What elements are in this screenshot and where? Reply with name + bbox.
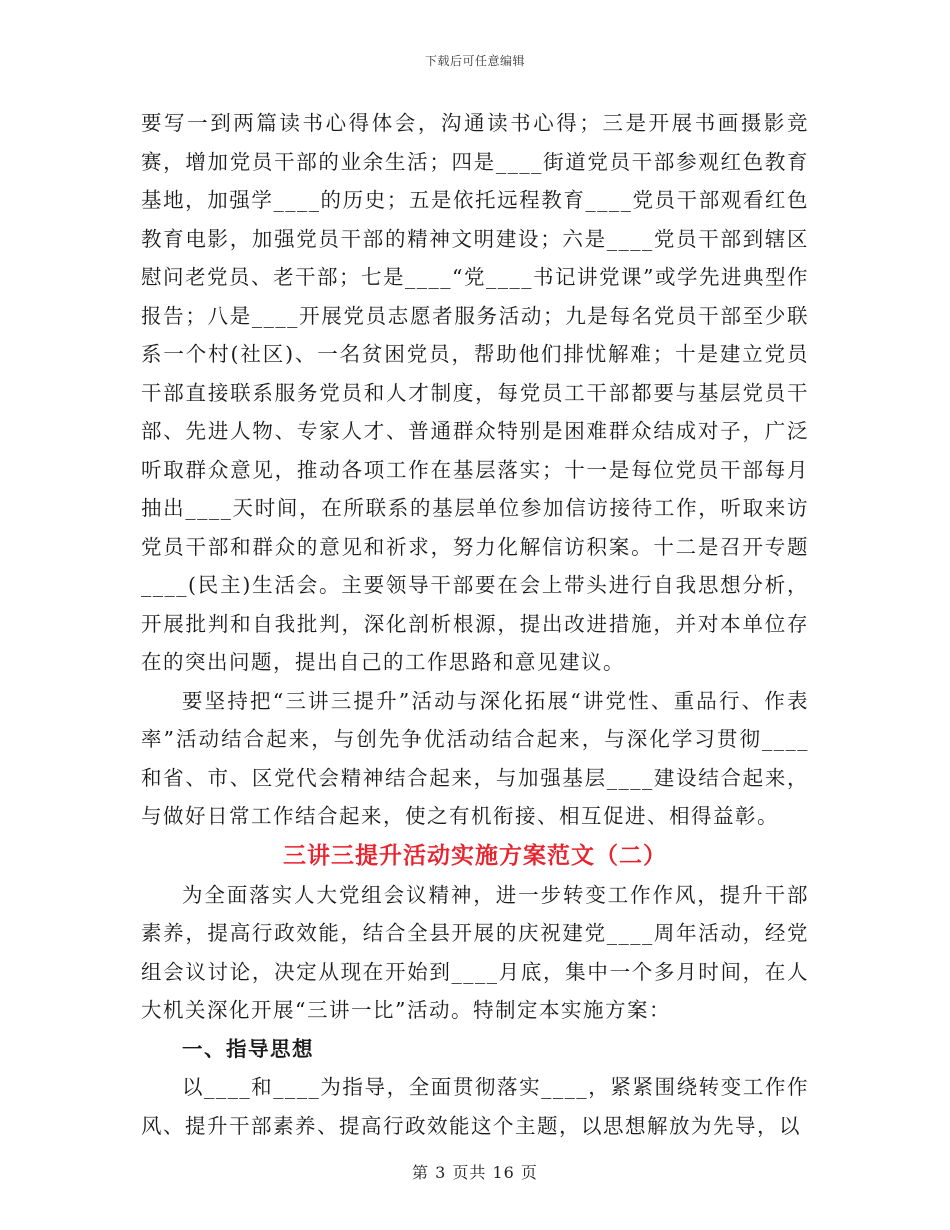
body-paragraph: 为全面落实人大党组会议精神，进一步转变工作作风，提升干部素养，提高行政效能，结合全县开展的庆祝建党____周年活动，经党组会议讨论，决定从现在开始到____月底，集中一个多月时间，在人大机关深化开展“三讲一比”活动。特制定本实施方案： [141, 882, 809, 1022]
section-heading: 一、指导思想 [182, 1036, 314, 1061]
page-header: 下载后可任意编辑 [424, 54, 525, 68]
body-paragraph: 要写一到两篇读书心得体会，沟通读书心得；三是开展书画摄影竞赛，增加党员干部的业余生活；四是____街道党员干部参观红色教育基地，加强学____的历史；五是依托远程教育____党员干部观看红色教育电影，加强党员干部的精神文明建设；六是____党员干部到辖区慰问老党员、老干部；七是____“党____书记讲党课”或学先进典型作报告；八是____开展党员志愿者服务活动；九是每名党员干部至少联系一个村(社区)、一名贫困党员，帮助他们排忧解难；十是建立党员干部直接联系服务党员和人才制度，每党员工干部都要与基层党员干部、先进人物、专家人才、普通群众特别是困难群众结成对子，广泛听取群众意见，推动各项工作在基层落实；十一是每位党员干部每月抽出____天时间，在所联系的基层单位参加信访接待工作，听取来访党员干部和群众的意见和祈求，努力化解信访积案。十二是召开专题____(民主)生活会。主要领导干部要在会上带头进行自我思想分析，开展批判和自我批判，深化剖析根源，提出改进措施，并对本单位存在的突出问题，提出自己的工作思路和意见建议。 [141, 111, 809, 674]
body-paragraph: 以____和____为指导，全面贯彻落实____，紧紧围绕转变工作作风、提升干部素养、提高行政效能这个主题，以思想解放为先导，以 [141, 1075, 809, 1138]
page-footer: 第 3 页共 16 页 [412, 1163, 538, 1182]
body-paragraph: 要坚持把“三讲三提升”活动与深化拓展“讲党性、重品行、作表率”活动结合起来，与创先争优活动结合起来，与深化学习贯彻____和省、市、区党代会精神结合起来，与加强基层____建设结合起来，与做好日常工作结合起来，使之有机衔接、相互促进、相得益彰。 [141, 688, 809, 828]
section-title: 三讲三提升活动实施方案范文（二） [283, 842, 667, 869]
document-body [141, 104, 809, 1145]
